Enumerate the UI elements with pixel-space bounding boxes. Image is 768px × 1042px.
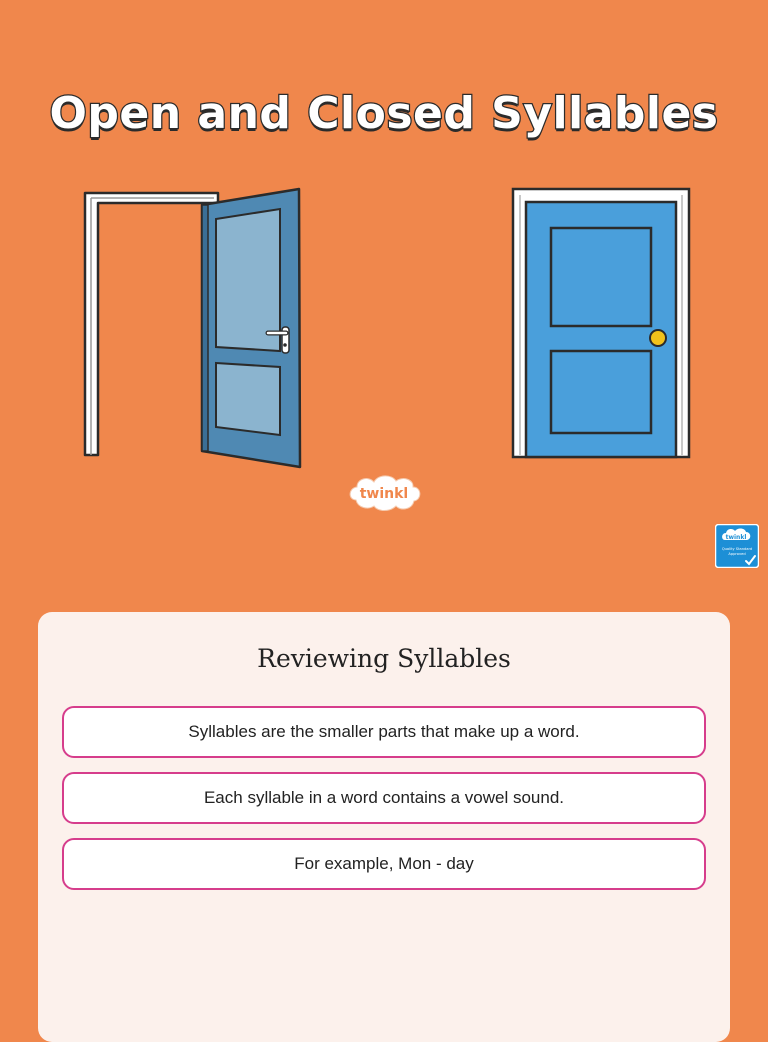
svg-text:twinkl: twinkl: [359, 486, 409, 502]
panel-heading: Reviewing Syllables: [257, 644, 511, 673]
svg-text:Quality Standard: Quality Standard: [721, 547, 753, 551]
fact-box: For example, Mon - day: [62, 838, 706, 890]
page-title: Open and Closed Syllables: [49, 88, 719, 139]
open-door-icon: [78, 183, 306, 473]
svg-text:twinkl: twinkl: [725, 534, 747, 541]
quality-badge: [715, 524, 759, 568]
twinkl-logo: [346, 470, 424, 514]
content-panel: [38, 612, 730, 1042]
closed-door-icon: [508, 185, 694, 459]
fact-box: Syllables are the smaller parts that make up a word.: [62, 706, 706, 758]
svg-text:Approved: Approved: [728, 552, 746, 556]
fact-box: Each syllable in a word contains a vowel sound.: [62, 772, 706, 824]
fact-list: [62, 706, 706, 904]
